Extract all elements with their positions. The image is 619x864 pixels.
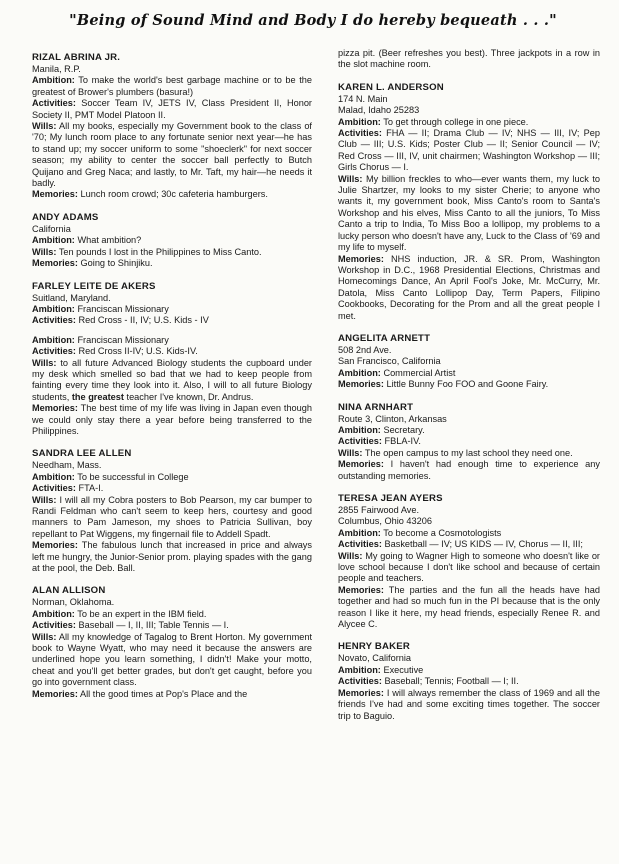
entry-memories: Memories: NHS induction, JR. & SR. Prom, Washington Workshop in D.C., 1968 Presidential Elections, Christmas and Homecomings Dance, An April Fool's Joke, Mr. McCurry, Mr. Datola, Miss Canto Lollipop Day, Term Papers, Filipino Cookbooks, Decorating for the Prom and all the great people I met. (338, 253, 600, 321)
entry-activities: Activities: FBLA-IV. (338, 436, 421, 447)
right-column (338, 48, 600, 733)
entry-farley-akers (32, 281, 312, 438)
entry-wills: Wills: I will all my Cobra posters to Bob Pearson, my car bumper to Randi Feldman who can't seem to keep hers, courtesy and good manners to Pam Jameson, my shoes to Patricia Sullivan, boy repellant to Pat Wiggens, my fingernail file to Addell Spadt. (32, 494, 312, 539)
entry-memories: Memories: Going to Shinjiku. (32, 258, 153, 269)
entry-name: SANDRA LEE ALLEN (32, 448, 132, 460)
entry-andy-adams (32, 212, 312, 270)
entry-teresa-ayers (338, 493, 600, 630)
entry-ambition: Ambition: To get through college in one piece. (338, 116, 529, 127)
entry-wills: Wills: to all future Advanced Biology students the cupboard under my desk which smelled so bad that we had to keep people from fainting every time they look into it. Also, I will to all future Biology students, the greatest teacher I've known, Dr. Andrus. (32, 357, 312, 402)
entry-ambition: Ambition: What ambition? (32, 235, 142, 246)
entry-name: FARLEY LEITE DE AKERS (32, 280, 156, 292)
entry-location: 508 2nd Ave. San Francisco, California (338, 344, 441, 367)
entry-activities: Activities: Baseball; Tennis; Football — I; II. (338, 676, 519, 687)
entry-wills: Wills: My going to Wagner High to someone who doesn't like or love school because I don't like school and because of certain people and teachers. (338, 550, 600, 584)
entry-ambition: Ambition: Franciscan Missionary (32, 334, 169, 345)
left-column (32, 52, 312, 711)
entry-memories: Memories: I will always remember the class of 1969 and all the friends I've had and some exciting times together. The soccer trip to Baguio. (338, 687, 600, 721)
entry-activities-small: Activities: Red Cross - II, IV; U.S. Kids - IV (32, 315, 209, 326)
entry-location: 174 N. Main Malad, Idaho 25283 (338, 93, 420, 116)
entry-activities: Activities: FTA-I. (32, 483, 104, 494)
entry-ambition-small: Ambition: Franciscan Missionary (32, 303, 169, 314)
entry-memories: Memories: I haven't had enough time to experience any outstanding memories. (338, 459, 600, 481)
entry-ambition: Ambition: Executive (338, 664, 424, 675)
entry-memories: Memories: All the good times at Pop's Place and the (32, 688, 248, 699)
entry-location: California (32, 223, 71, 234)
entry-location: Manila, R.P. (32, 64, 81, 74)
entry-ambition: Ambition: To make the world's best garbage machine or to be the greatest of Brower's plumbers (basura!) (32, 75, 312, 97)
entry-activities: Activities: Baseball — I, II, III; Table Tennis — I. (32, 620, 229, 631)
entry-ambition: Ambition: Commercial Artist (338, 367, 456, 378)
entry-name: TERESA JEAN AYERS (338, 493, 443, 504)
entry-ambition: Ambition: To be an expert in the IBM field. (32, 608, 207, 619)
entry-activities: Activities: Soccer Team IV, JETS IV, Class President II, Honor Society II, PMT Model Platoon II. (32, 98, 312, 120)
entry-name: KAREN L. ANDERSON (338, 81, 444, 93)
entry-name: HENRY BAKER (338, 641, 411, 653)
entry-rizal-abrina (32, 52, 312, 201)
entry-angelita-arnett (338, 333, 600, 391)
entry-wills: Wills: Ten pounds I lost in the Philippines to Miss Canto. (32, 246, 262, 257)
entry-continuation (338, 48, 600, 71)
entry-memories: Memories: Little Bunny Foo FOO and Goone Fairy. (338, 379, 549, 390)
entry-ambition: Ambition: To become a Cosmotologists (338, 527, 502, 538)
entry-activities: Activities: Basketball — IV; US KIDS — IV, Chorus — II, III; (338, 539, 583, 550)
entry-name: ALAN ALLISON (32, 585, 106, 597)
entry-name: ANDY ADAMS (32, 211, 99, 223)
entry-karen-anderson (338, 82, 600, 322)
entry-name: ANGELITA ARNETT (338, 332, 431, 344)
entry-wills: Wills: All my books, especially my Government book to the class of '70; My lunch room place to any fortunate senior next year—he has to stand up; my soccer uniform to some "shoeclerk" for next soccer season; my ability to center the soccer ball perfectly to Butch Quijano and Greg Naca; and lastly, to Mr. Taft, my hair—he needs it badly. (32, 121, 312, 189)
entry-activities: Activities: FHA — II; Drama Club — IV; NHS — III, IV; Pep Club — III; U.S. Kids; Poster Club — II; Senior Council — IV; Red Cross — III, IV, unit chairmen; Washington Workshop — III; Girls Chorus — I. (338, 128, 600, 173)
entry-memories: Memories: The best time of my life was living in Japan even though we could only stay there a year before being transferred to the Philippines. (32, 403, 312, 436)
entry-location: Norman, Oklahoma. (32, 597, 115, 608)
entry-memories: Memories: The parties and the fun all the heads have had together and had so much fun in the PI because that is the only reason I like it here, my head friends, especially Renee R. and Alycee C. (338, 584, 600, 630)
entry-ambition: Ambition: Secretary. (338, 424, 425, 435)
entry-memories: Memories: The fabulous lunch that increased in price and always left me hungry, the Junior-Senior prom. playing spades with the gang at the pool, the Deb. Ball. (32, 540, 312, 574)
entry-location: Needham, Mass. (32, 460, 102, 471)
entry-memories: Memories: Lunch room crowd; 30c cafeteria hamburgers. (32, 189, 268, 200)
entry-ambition: Ambition: To be successful in College (32, 471, 189, 482)
entry-location: Novato, California (338, 653, 412, 664)
entry-sandra-allen (32, 448, 312, 574)
continued-memories: pizza pit. (Beer refreshes you best). Three jackpots in a row in the slot machine room. (338, 48, 600, 70)
entry-wills: Wills: The open campus to my last school they need one. (338, 447, 573, 458)
page-banner: "Being of Sound Mind and Body I do hereby bequeath . . ." (69, 12, 557, 29)
entry-location: 2855 Fairwood Ave. Columbus, Ohio 43206 (338, 505, 432, 527)
entry-name: RIZAL ABRINA JR. (32, 52, 121, 63)
entry-wills: Wills: My billion freckles to who—ever wants them, my luck to Julie Shartzer, my looks to my sister Cherie; to anyone who wants it, my government book, Miss Canto's room to Santa's Workshop and his elves, Miss Canto to all the juniors, To Miss Canto a trip to India, To Miss Boo a lollipop, my problems to a lucky person who doesn't have any, Luck to the Class of '69 and my life to myself. (338, 173, 600, 253)
entry-location: Suitland, Maryland. (32, 292, 111, 303)
entry-activities: Activities: Red Cross II-IV; U.S. Kids-IV. (32, 346, 198, 357)
entry-name: NINA ARNHART (338, 401, 414, 413)
entry-henry-baker (338, 641, 600, 721)
entry-alan-allison (32, 585, 312, 700)
entry-wills: Wills: All my knowledge of Tagalog to Brent Horton. My government book to Wayne Wyatt, who may need it because the answers are underlined hope you learn something, I didn't! Make your motto, cheat and you'll get better grades, but don't get caught, before you go into government class. (32, 631, 312, 688)
entry-location: Route 3, Clinton, Arkansas (338, 413, 447, 424)
entry-nina-arnhart (338, 402, 600, 482)
